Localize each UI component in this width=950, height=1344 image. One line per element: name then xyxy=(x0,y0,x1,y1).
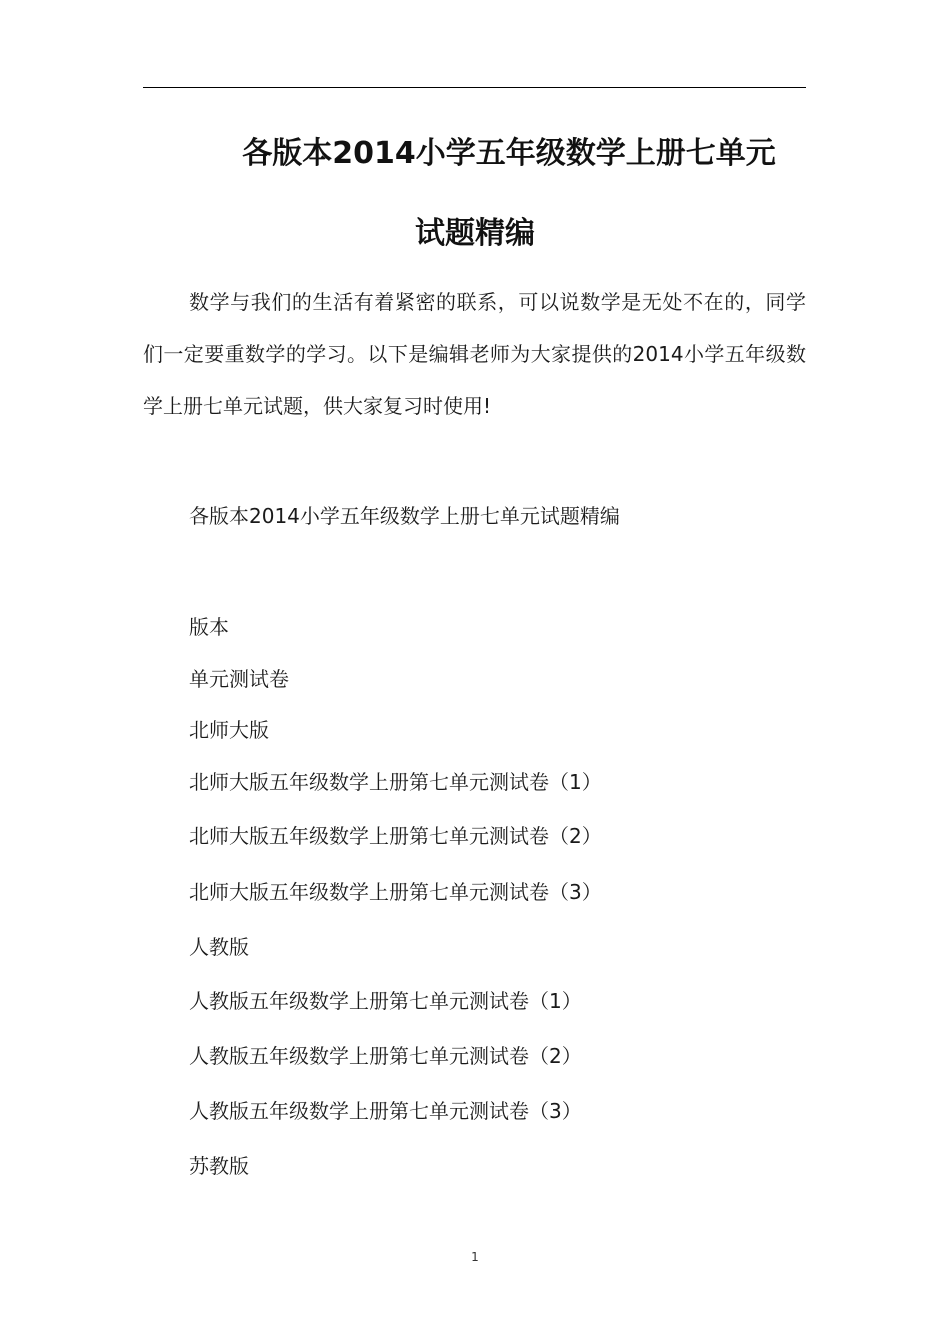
test-link[interactable]: 北师大版五年级数学上册第七单元测试卷（1） xyxy=(189,770,602,794)
table-header-test: 单元测试卷 xyxy=(189,667,289,691)
test-link[interactable]: 人教版五年级数学上册第七单元测试卷（2） xyxy=(189,1044,582,1068)
subheading: 各版本2014小学五年级数学上册七单元试题精编 xyxy=(189,504,620,528)
test-link[interactable]: 人教版五年级数学上册第七单元测试卷（3） xyxy=(189,1099,582,1123)
edition-label: 北师大版 xyxy=(189,718,269,742)
edition-label: 人教版 xyxy=(189,935,249,959)
table-header-version: 版本 xyxy=(189,615,229,639)
test-link[interactable]: 北师大版五年级数学上册第七单元测试卷（2） xyxy=(189,824,602,848)
intro-paragraph: 数学与我们的生活有着紧密的联系，可以说数学是无处不在的，同学们一定要重数学的学习。以下是编辑老师为大家提供的2014小学五年级数学上册七单元试题，供大家复习时使用! xyxy=(143,290,806,418)
test-link[interactable]: 人教版五年级数学上册第七单元测试卷（1） xyxy=(189,989,582,1013)
doc-title-line1: 各版本2014小学五年级数学上册七单元 xyxy=(242,136,776,171)
edition-label: 苏教版 xyxy=(189,1154,249,1178)
header-rule xyxy=(143,87,806,88)
page-number: 1 xyxy=(471,1250,479,1264)
doc-title-line2: 试题精编 xyxy=(415,216,535,251)
test-link[interactable]: 北师大版五年级数学上册第七单元测试卷（3） xyxy=(189,880,602,904)
